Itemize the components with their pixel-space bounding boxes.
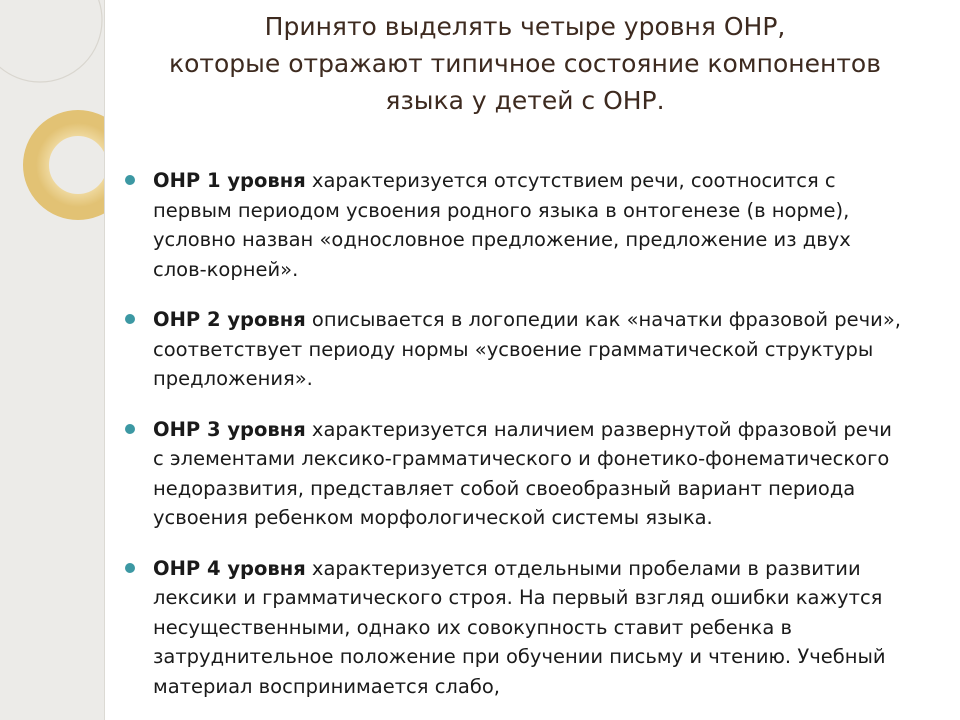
bullet-item-level-3 [125,415,905,533]
decorative-outline-ring [0,0,102,82]
level-label: ОНР 4 уровня [153,556,306,580]
side-divider [104,0,105,720]
bullet-item-level-4 [125,554,905,702]
bullet-dot-icon [125,424,135,434]
level-label: ОНР 2 уровня [153,308,306,331]
bullet-dot-icon [125,563,135,573]
level-label: ОНР 1 уровня [153,169,306,192]
bullet-item-level-1 [125,166,905,284]
bullet-dot-icon [125,175,135,185]
bullet-text [153,169,851,281]
title-line: которые отражают типичное состояние компонентов [169,49,881,78]
level-description: описывается в логопедии как «начатки фразовой речи», соответствует периоду нормы «усвоение грамматической структуры предложения». [153,308,901,390]
bullet-dot-icon [125,314,135,324]
bullet-text [153,308,901,390]
bullet-text [153,418,892,530]
bullet-text [153,557,886,698]
level-description: характеризуется отсутствием речи, соотносится с первым периодом усвоения родного языка в онтогенезе (в норме), условно назван «однословное предложение, предложение из двух слов-корней». [153,169,851,281]
level-label: ОНР 3 уровня [153,417,306,441]
level-description: характеризуется отдельными пробелами в развитии лексики и грамматического строя. На первый взгляд ошибки кажутся несущественными, однако их совокупность ставит ребенка в затруднительное положение при обучении письму и чтению. Учебный материал воспринимается слабо, [153,556,886,698]
bullet-list [125,166,905,720]
decorative-side-panel [0,0,104,720]
title-line: Принято выделять четыре уровня ОНР, [264,12,786,41]
decorative-gold-ring [36,123,104,207]
level-description: характеризуется наличием развернутой фразовой речи с элементами лексико-грамматического и фонетико-фонематического недоразвития, представляет собой своеобразный вариант периода усвоения ребенком морфологической системы языка. [153,417,892,529]
slide-title [120,8,930,119]
title-line: языка у детей с ОНР. [385,86,665,115]
decorative-rings [0,0,104,720]
bullet-item-level-2 [125,305,905,394]
